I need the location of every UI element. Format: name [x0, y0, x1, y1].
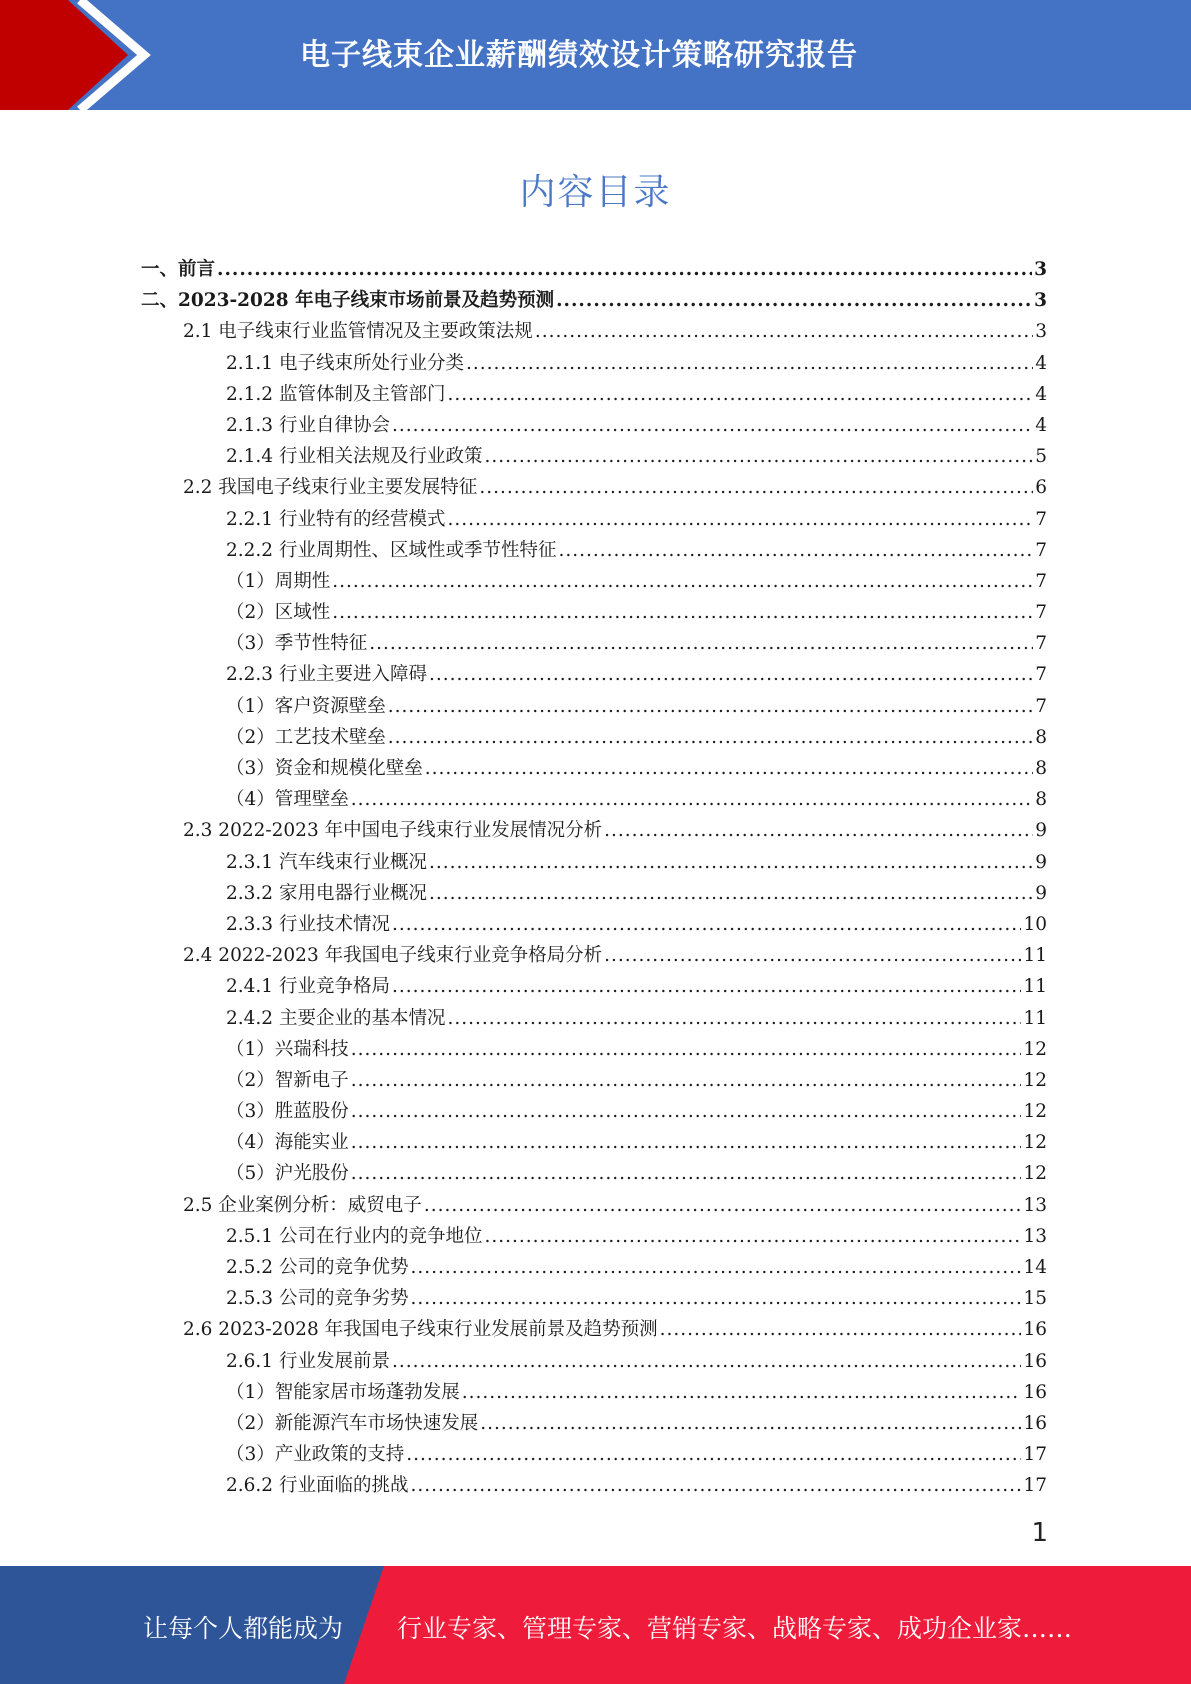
- toc-entry-label: （2）区域性: [226, 602, 331, 624]
- toc-leader-dots: [447, 1003, 1021, 1034]
- toc-entry-label: 2.1.2 监管体制及主管部门: [226, 383, 446, 405]
- toc-entry-page: 7: [1035, 539, 1047, 561]
- toc-entry[interactable]: [183, 316, 1047, 347]
- toc-entry-page: 8: [1035, 789, 1047, 811]
- toc-entry-label: （4）管理壁垒: [226, 789, 349, 811]
- toc-entry-page: 15: [1023, 1288, 1047, 1310]
- toc-leader-dots: [351, 1096, 1022, 1127]
- toc-entry-label: 2.3.3 行业技术情况: [226, 913, 390, 935]
- toc-leader-dots: [410, 1470, 1021, 1501]
- toc-entry[interactable]: [226, 1003, 1047, 1034]
- toc-leader-dots: [424, 1190, 1022, 1221]
- toc-leader-dots: [410, 1252, 1021, 1283]
- toc-entry-label: 2.4.1 行业竞争格局: [226, 976, 390, 998]
- toc-entry-label: 2.4 2022-2023 年我国电子线束行业竞争格局分析: [183, 945, 603, 967]
- toc-leader-dots: [604, 940, 1021, 971]
- toc-entry-page: 7: [1035, 570, 1047, 592]
- toc-entry-page: 16: [1023, 1381, 1047, 1403]
- toc-leader-dots: [462, 1377, 1022, 1408]
- toc-entry-label: 2.2.2 行业周期性、区域性或季节性特征: [226, 539, 557, 561]
- report-title: 电子线束企业薪酬绩效设计策略研究报告: [300, 38, 858, 73]
- toc-entry-label: 2.1.1 电子线束所处行业分类: [226, 352, 464, 374]
- toc-entry-page: 12: [1023, 1038, 1047, 1060]
- toc-entry[interactable]: [226, 1439, 1047, 1470]
- toc-entry-label: 2.2 我国电子线束行业主要发展特征: [183, 477, 478, 499]
- toc-entry-label: （1）智能家居市场蓬勃发展: [226, 1381, 460, 1403]
- toc-entry-page: 3: [1034, 259, 1047, 280]
- page-number: 1: [1031, 1518, 1048, 1548]
- toc-leader-dots: [410, 1283, 1021, 1314]
- toc-entry[interactable]: [183, 472, 1047, 503]
- toc-entry-page: 12: [1023, 1132, 1047, 1154]
- toc-entry-label: 2.3.2 家用电器行业概况: [226, 882, 427, 904]
- toc-entry-page: 9: [1035, 851, 1047, 873]
- toc-entry[interactable]: [226, 784, 1047, 815]
- toc-entry-page: 7: [1035, 695, 1047, 717]
- toc-leader-dots: [479, 472, 1033, 503]
- toc-leader-dots: [556, 285, 1032, 316]
- toc-leader-dots: [351, 1065, 1022, 1096]
- toc-entry-page: 7: [1035, 633, 1047, 655]
- toc-entry-page: 4: [1035, 352, 1047, 374]
- toc-entry-page: 10: [1023, 913, 1047, 935]
- toc-entry[interactable]: [226, 1470, 1047, 1501]
- toc-entry-label: （3）产业政策的支持: [226, 1444, 405, 1466]
- toc-leader-dots: [332, 566, 1033, 597]
- toc-leader-dots: [425, 753, 1033, 784]
- footer-slogan-right: 行业专家、管理专家、营销专家、战略专家、成功企业家……: [397, 1614, 1073, 1643]
- toc-entry[interactable]: [226, 1346, 1047, 1377]
- toc-entry-page: 14: [1023, 1257, 1047, 1278]
- toc-entry[interactable]: [226, 441, 1047, 472]
- toc-leader-dots: [535, 316, 1033, 347]
- toc-entry-label: （2）智新电子: [226, 1069, 349, 1091]
- toc-leader-dots: [447, 504, 1033, 535]
- toc-entry-label: 2.5.2 公司的竞争优势: [226, 1257, 409, 1278]
- toc-entry-page: 4: [1035, 383, 1047, 405]
- toc-entry[interactable]: [226, 909, 1047, 940]
- toc-leader-dots: [351, 1034, 1022, 1065]
- toc-entry[interactable]: [226, 691, 1047, 722]
- toc-entry-page: 8: [1035, 758, 1047, 779]
- toc-leader-dots: [351, 1127, 1022, 1158]
- toc-entry[interactable]: [226, 1127, 1047, 1158]
- toc-entry[interactable]: [226, 1252, 1047, 1283]
- toc-entry[interactable]: [141, 254, 1047, 285]
- toc-entry-label: 2.1.3 行业自律协会: [226, 414, 390, 436]
- toc-entry[interactable]: [226, 597, 1047, 628]
- toc-entry[interactable]: [183, 1190, 1047, 1221]
- toc-entry-page: 9: [1035, 820, 1047, 842]
- toc-entry[interactable]: [141, 285, 1047, 316]
- toc-entry-label: 2.5 企业案例分析：威贸电子: [183, 1194, 422, 1216]
- toc-entry-label: （2）工艺技术壁垒: [226, 726, 386, 748]
- toc-entry-label: 2.1.4 行业相关法规及行业政策: [226, 446, 483, 468]
- toc-leader-dots: [484, 441, 1033, 472]
- toc-leader-dots: [332, 597, 1033, 628]
- toc-leader-dots: [217, 254, 1032, 285]
- toc-entry-page: 16: [1023, 1319, 1047, 1341]
- toc-entry-label: 2.5.3 公司的竞争劣势: [226, 1288, 409, 1310]
- toc-leader-dots: [480, 1408, 1021, 1439]
- toc-entry-page: 11: [1023, 945, 1047, 967]
- toc-entry[interactable]: [226, 753, 1047, 784]
- toc-entry-page: 5: [1035, 446, 1047, 468]
- toc-leader-dots: [351, 784, 1033, 815]
- toc-entry[interactable]: [183, 1314, 1047, 1345]
- toc-entry-page: 11: [1023, 1007, 1047, 1029]
- toc-entry-label: （3）资金和规模化壁垒: [226, 758, 423, 779]
- toc-leader-dots: [660, 1314, 1022, 1345]
- toc-entry-page: 3: [1034, 290, 1047, 312]
- toc-entry-label: 2.2.1 行业特有的经营模式: [226, 508, 446, 530]
- toc-entry-page: 16: [1023, 1412, 1047, 1434]
- footer-slogan-left: 让每个人都能成为: [143, 1614, 344, 1643]
- toc-entry[interactable]: [226, 379, 1047, 410]
- toc-entry[interactable]: [226, 722, 1047, 753]
- toc-entry-page: 8: [1035, 726, 1047, 748]
- toc-entry-label: 2.4.2 主要企业的基本情况: [226, 1007, 446, 1029]
- toc-entry[interactable]: [226, 878, 1047, 909]
- toc-entry-label: 2.6.2 行业面临的挑战: [226, 1475, 409, 1497]
- toc-entry-label: 2.1 电子线束行业监管情况及主要政策法规: [183, 321, 533, 343]
- toc-entry-page: 13: [1023, 1225, 1047, 1247]
- toc-leader-dots: [392, 971, 1021, 1002]
- toc-entry[interactable]: [226, 1377, 1047, 1408]
- toc-entry-label: 2.3.1 汽车线束行业概况: [226, 851, 427, 873]
- toc-leader-dots: [429, 847, 1033, 878]
- toc-entry[interactable]: [226, 1158, 1047, 1189]
- toc-entry-label: 2.6 2023-2028 年我国电子线束行业发展前景及趋势预测: [183, 1319, 658, 1341]
- toc-leader-dots: [558, 535, 1033, 566]
- toc-entry-page: 3: [1035, 321, 1047, 343]
- toc-entry-page: 16: [1023, 1350, 1047, 1372]
- toc-leader-dots: [369, 628, 1033, 659]
- toc-entry-label: （5）沪光股份: [226, 1163, 349, 1185]
- toc-entry-label: （2）新能源汽车市场快速发展: [226, 1412, 479, 1434]
- toc-leader-dots: [392, 1346, 1021, 1377]
- toc-entry[interactable]: [226, 1096, 1047, 1127]
- toc-entry[interactable]: [226, 659, 1047, 690]
- toc-entry[interactable]: [226, 1408, 1047, 1439]
- toc-entry[interactable]: [226, 348, 1047, 379]
- toc-entry[interactable]: [226, 566, 1047, 597]
- toc-leader-dots: [392, 410, 1033, 441]
- toc-entry-label: 一、前言: [141, 259, 216, 280]
- toc-entry[interactable]: [226, 504, 1047, 535]
- toc-entry-page: 6: [1035, 477, 1047, 499]
- toc-entry-label: 2.5.1 公司在行业内的竞争地位: [226, 1225, 483, 1247]
- toc-entry-page: 13: [1023, 1194, 1047, 1216]
- toc-entry-page: 7: [1035, 664, 1047, 686]
- toc-leader-dots: [388, 722, 1033, 753]
- toc-entry-page: 12: [1023, 1069, 1047, 1091]
- footer-band: [0, 1566, 1191, 1684]
- toc-leader-dots: [429, 659, 1033, 690]
- toc-entry[interactable]: [226, 535, 1047, 566]
- toc-leader-dots: [429, 878, 1033, 909]
- toc-entry-label: 2.3 2022-2023 年中国电子线束行业发展情况分析: [183, 820, 603, 842]
- toc-entry[interactable]: [226, 1065, 1047, 1096]
- toc-entry[interactable]: [226, 628, 1047, 659]
- toc-entry-label: 二、2023-2028 年电子线束市场前景及趋势预测: [141, 290, 555, 312]
- toc-entry-label: 2.2.3 行业主要进入障碍: [226, 664, 427, 686]
- toc-entry[interactable]: [226, 1034, 1047, 1065]
- toc-entry[interactable]: [226, 847, 1047, 878]
- toc-entry-label: （3）季节性特征: [226, 633, 368, 655]
- toc-leader-dots: [388, 691, 1033, 722]
- toc-leader-dots: [604, 815, 1033, 846]
- toc-entry[interactable]: [226, 1221, 1047, 1252]
- toc-entry-page: 12: [1023, 1101, 1047, 1123]
- toc-heading: 内容目录: [519, 172, 672, 213]
- toc-entry-label: （1）周期性: [226, 570, 331, 592]
- toc-entry-label: （1）兴瑞科技: [226, 1038, 349, 1060]
- header-arrow-decoration: [0, 0, 160, 110]
- toc-entry[interactable]: [226, 410, 1047, 441]
- toc-entry-page: 4: [1035, 414, 1047, 436]
- toc-entry[interactable]: [183, 940, 1047, 971]
- toc-leader-dots: [392, 909, 1021, 940]
- toc-entry-label: （4）海能实业: [226, 1132, 349, 1154]
- toc-entry-label: （3）胜蓝股份: [226, 1101, 349, 1123]
- toc-entry[interactable]: [226, 971, 1047, 1002]
- toc-entry-page: 9: [1035, 882, 1047, 904]
- toc-leader-dots: [447, 379, 1033, 410]
- toc-entry-page: 12: [1023, 1163, 1047, 1185]
- toc-entry-page: 7: [1035, 508, 1047, 530]
- toc-leader-dots: [406, 1439, 1021, 1470]
- table-of-contents: [0, 254, 1191, 1502]
- toc-entry-label: 2.6.1 行业发展前景: [226, 1350, 390, 1372]
- toc-entry-page: 7: [1035, 602, 1047, 624]
- toc-entry-page: 17: [1023, 1475, 1047, 1497]
- toc-entry[interactable]: [226, 1283, 1047, 1314]
- toc-leader-dots: [351, 1158, 1022, 1189]
- toc-leader-dots: [484, 1221, 1021, 1252]
- toc-entry[interactable]: [183, 815, 1047, 846]
- header-band: [0, 0, 1191, 110]
- toc-entry-page: 17: [1023, 1444, 1047, 1466]
- toc-entry-page: 11: [1023, 976, 1047, 998]
- toc-leader-dots: [466, 348, 1033, 379]
- toc-entry-label: （1）客户资源壁垒: [226, 695, 386, 717]
